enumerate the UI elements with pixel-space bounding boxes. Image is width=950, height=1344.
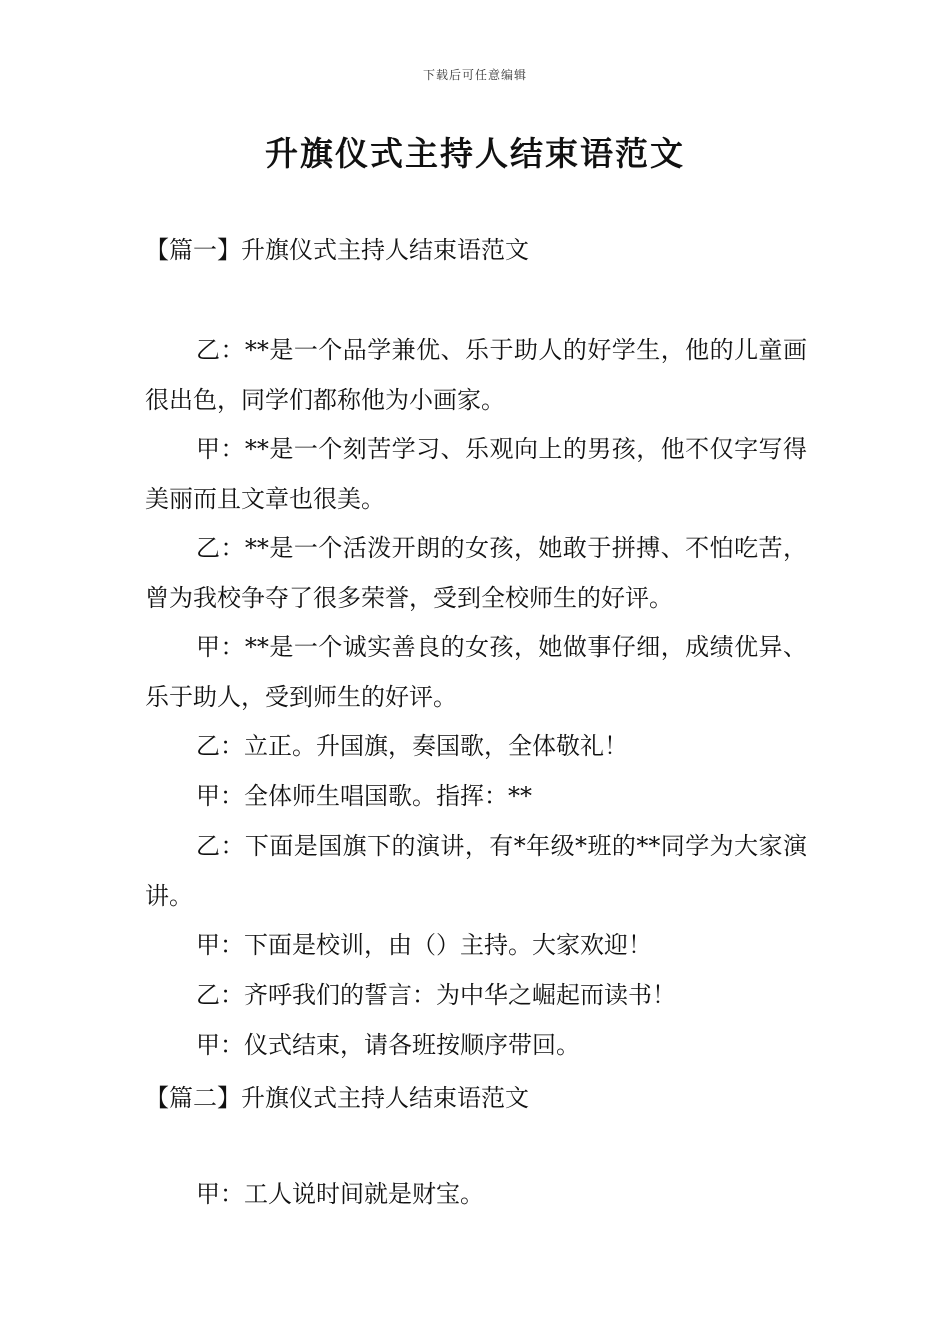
document-title: 升旗仪式主持人结束语范文 xyxy=(265,134,685,173)
paragraph: 乙：**是一个品学兼优、乐于助人的好学生，他的儿童画很出色，同学们都称他为小画家。 xyxy=(145,336,807,414)
paragraph: 乙：立正。升国旗，奏国歌，全体敬礼！ xyxy=(196,732,628,760)
paragraph: 甲：工人说时间就是财宝。 xyxy=(196,1180,484,1208)
header-note: 下载后可任意编辑 xyxy=(422,68,527,82)
paragraph: 甲：**是一个诚实善良的女孩，她做事仔细，成绩优异、乐于助人，受到师生的好评。 xyxy=(145,633,807,711)
paragraph: 乙：下面是国旗下的演讲，有*年级*班的**同学为大家演讲。 xyxy=(145,832,807,910)
paragraph: 乙：**是一个活泼开朗的女孩，她敢于拼搏、不怕吃苦，曾为我校争夺了很多荣誉，受到全校师生的好评。 xyxy=(145,534,807,612)
paragraph: 甲：仪式结束，请各班按顺序带回。 xyxy=(196,1031,580,1059)
paragraph: 甲：下面是校训，由（）主持。大家欢迎！ xyxy=(196,931,652,959)
section-heading-1: 【篇一】升旗仪式主持人结束语范文 xyxy=(145,236,529,264)
paragraph: 甲：**是一个刻苦学习、乐观向上的男孩，他不仅字写得美丽而且文章也很美。 xyxy=(145,435,807,513)
paragraph: 乙：齐呼我们的誓言：为中华之崛起而读书！ xyxy=(196,981,676,1009)
paragraph: 甲：全体师生唱国歌。指挥：** xyxy=(196,782,532,810)
section-heading-2: 【篇二】升旗仪式主持人结束语范文 xyxy=(145,1084,529,1112)
